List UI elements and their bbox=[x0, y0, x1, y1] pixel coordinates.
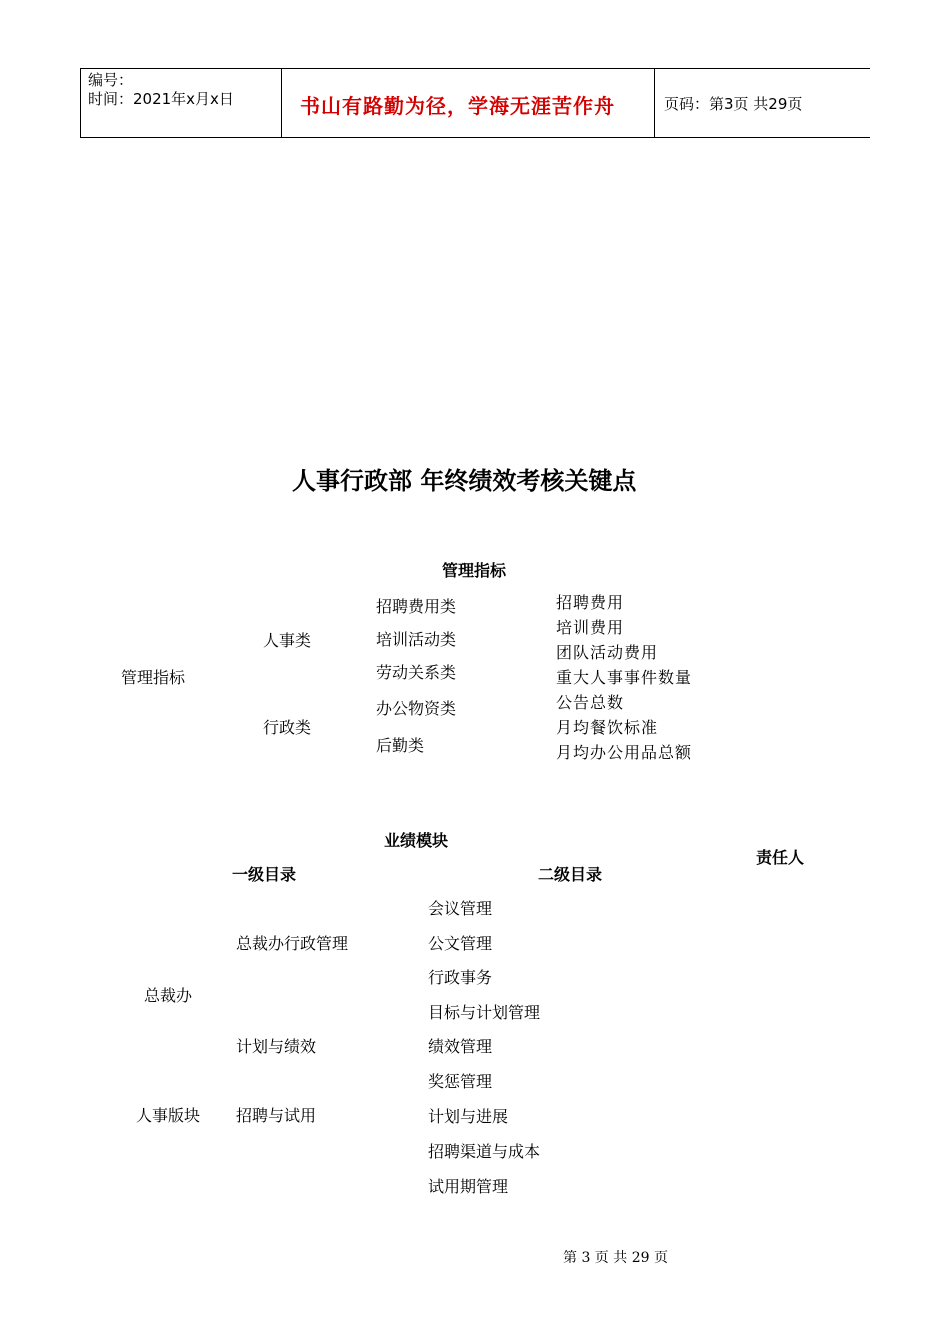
subcategory-office-supplies: 办公物资类 bbox=[376, 699, 457, 718]
header-page-info: 页码：第3页 共29页 bbox=[664, 95, 803, 113]
subcategory-labor: 劳动关系类 bbox=[376, 663, 457, 682]
level2-item: 公文管理 bbox=[428, 934, 493, 953]
level2-item: 试用期管理 bbox=[428, 1177, 509, 1196]
performance-heading: 业绩模块 bbox=[384, 831, 449, 850]
header-divider-1 bbox=[281, 69, 282, 137]
indicator-item: 招聘费用 bbox=[556, 593, 625, 612]
level2-item: 奖惩管理 bbox=[428, 1072, 493, 1091]
subcategory-training: 培训活动类 bbox=[376, 630, 457, 649]
level2-item: 会议管理 bbox=[428, 899, 493, 918]
indicator-item: 月均餐饮标准 bbox=[556, 718, 659, 737]
level2-item: 绩效管理 bbox=[428, 1037, 493, 1056]
category-admin: 行政类 bbox=[263, 718, 312, 737]
level2-column-header: 二级目录 bbox=[538, 865, 603, 884]
indicator-item: 月均办公用品总额 bbox=[556, 743, 693, 762]
level1-item: 招聘与试用 bbox=[236, 1106, 317, 1125]
header-divider-left bbox=[80, 69, 81, 137]
indicator-item: 公告总数 bbox=[556, 693, 625, 712]
header-time-label: 时间：2021年x月x日 bbox=[88, 90, 234, 108]
level1-column-header: 一级目录 bbox=[232, 865, 297, 884]
level2-item: 招聘渠道与成本 bbox=[428, 1142, 541, 1161]
level2-item: 目标与计划管理 bbox=[428, 1003, 541, 1022]
level2-item: 计划与进展 bbox=[428, 1107, 509, 1126]
indicator-item: 培训费用 bbox=[556, 618, 625, 637]
management-heading: 管理指标 bbox=[442, 561, 507, 580]
subcategory-recruit-cost: 招聘费用类 bbox=[376, 597, 457, 616]
indicator-item: 团队活动费用 bbox=[556, 643, 659, 662]
management-root: 管理指标 bbox=[121, 668, 186, 687]
header-divider-2 bbox=[654, 69, 655, 137]
module-president-office: 总裁办 bbox=[144, 986, 193, 1005]
page-footer: 第 3 页 共 29 页 bbox=[563, 1250, 668, 1266]
module-hr: 人事版块 bbox=[136, 1106, 201, 1125]
level1-item: 计划与绩效 bbox=[236, 1037, 317, 1056]
page-title: 人事行政部 年终绩效考核关键点 bbox=[292, 467, 637, 495]
header-number-label: 编号： bbox=[88, 71, 134, 89]
subcategory-logistics: 后勤类 bbox=[376, 736, 425, 755]
level2-item: 行政事务 bbox=[428, 968, 493, 987]
level1-item: 总裁办行政管理 bbox=[236, 934, 349, 953]
indicator-item: 重大人事事件数量 bbox=[556, 668, 693, 687]
category-hr: 人事类 bbox=[263, 631, 312, 650]
owner-column-header: 责任人 bbox=[756, 848, 805, 867]
header-motto: 书山有路勤为径，学海无涯苦作舟 bbox=[300, 94, 615, 118]
